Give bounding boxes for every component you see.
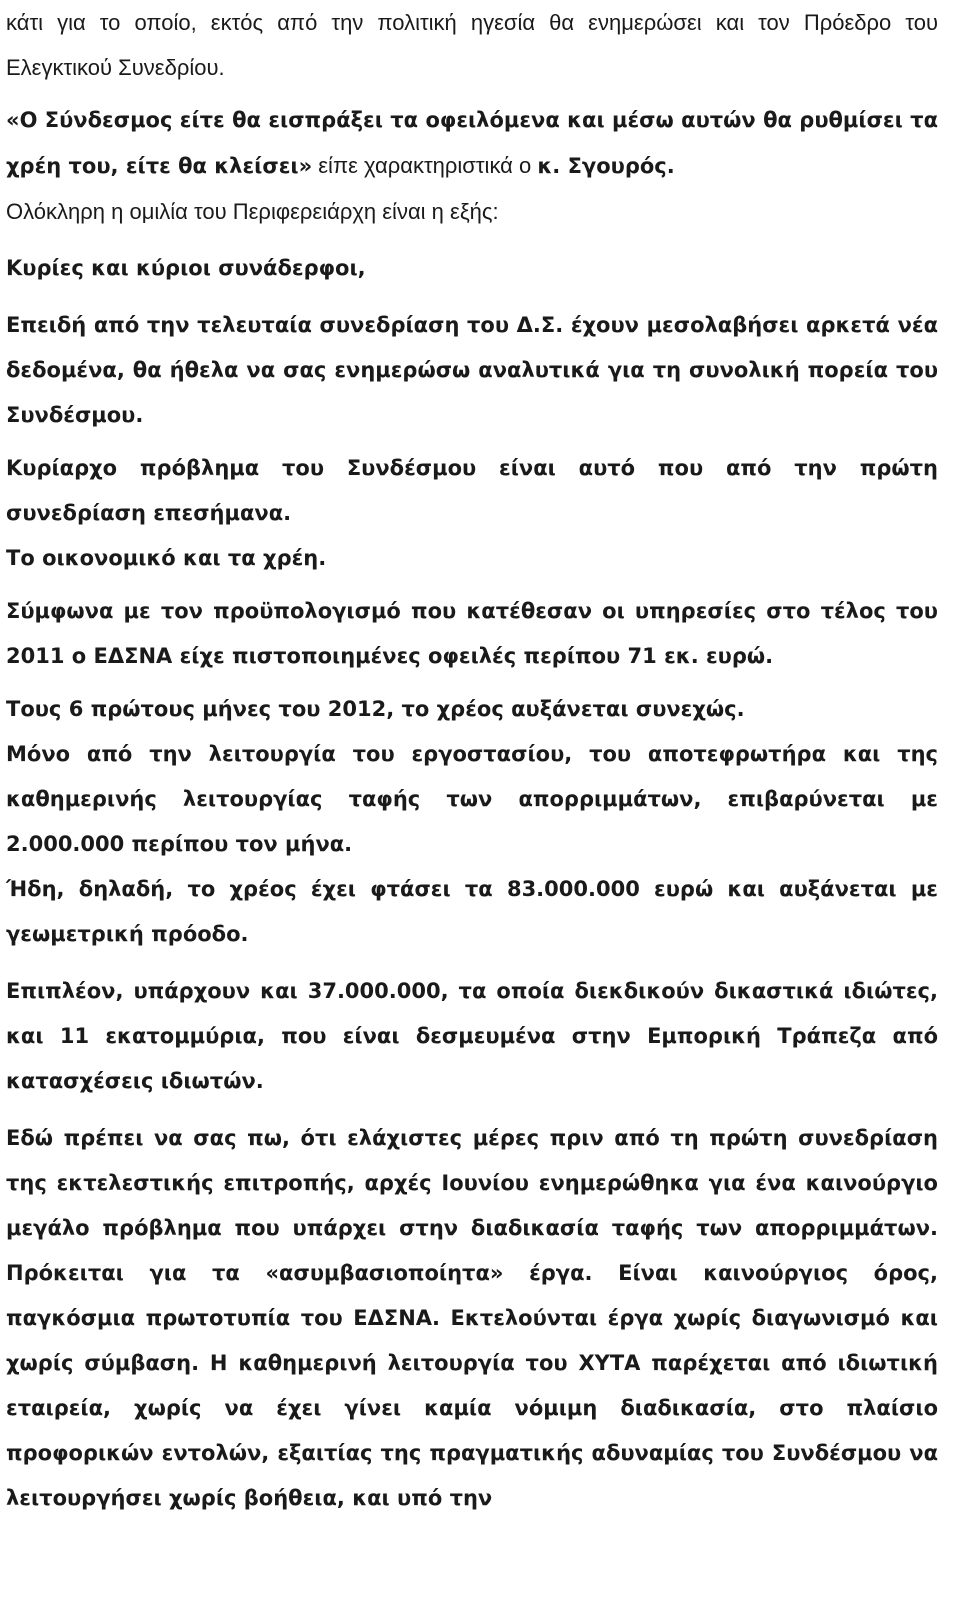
paragraph-greeting: Κυρίες και κύριοι συνάδερφοι, <box>6 256 366 280</box>
speaker-name: κ. Σγουρός. <box>537 154 675 178</box>
document-page <box>6 0 938 1521</box>
paragraph-speech-intro: Ολόκληρη η ομιλία του Περιφερειάρχη είναι η εξής: <box>6 199 499 224</box>
spacer <box>6 291 938 303</box>
spacer <box>6 234 938 246</box>
paragraph-intro: κάτι για το οποίο, εκτός από την πολιτική ηγεσία θα ενημερώσει και τον Πρόεδρο του Ελεγκτικού Συνεδρίου. <box>6 10 938 80</box>
paragraph-main-problem: Κυρίαρχο πρόβλημα του Συνδέσμου είναι αυτό που από την πρώτη συνεδρίαση επεσήμανα. <box>6 456 938 525</box>
spacer <box>6 679 938 687</box>
paragraph-new-data: Επειδή από την τελευταία συνεδρίαση του Δ.Σ. έχουν μεσολαβήσει αρκετά νέα δεδομένα, θα ήθελα να σας ενημερώσω αναλυτικά για τη συνολική πορεία του Συνδέσμου. <box>6 313 938 427</box>
spacer <box>6 438 938 446</box>
paragraph-debt-growth: Τους 6 πρώτους μήνες του 2012, το χρέος αυξάνεται συνεχώς. <box>6 697 745 721</box>
spacer <box>6 90 938 98</box>
quote-attribution: είπε χαρακτηριστικά ο <box>312 153 538 178</box>
quote-text: «Ο Σύνδεσμος είτε θα εισπράξει τα οφειλόμενα και μέσω αυτών θα ρυθμίσει τα χρέη του, είτε θα κλείσει» <box>6 108 938 178</box>
paragraph-total-debt: Ήδη, δηλαδή, το χρέος έχει φτάσει τα 83.000.000 ευρώ και αυξάνεται με γεωμετρική πρόοδο. <box>6 877 938 946</box>
paragraph-finances: Το οικονομικό και τα χρέη. <box>6 546 327 570</box>
paragraph-monthly-cost: Μόνο από την λειτουργία του εργοστασίου, του αποτεφρωτήρα και της καθημερινής λειτουργίας ταφής των απορριμμάτων, επιβαρύνεται με 2.000.000 περίπου τον μήνα. <box>6 742 938 856</box>
spacer <box>6 581 938 589</box>
spacer <box>6 957 938 969</box>
paragraph-quote <box>6 98 938 189</box>
paragraph-unsigned-works: Εδώ πρέπει να σας πω, ότι ελάχιστες μέρες πριν από τη πρώτη συνεδρίαση της εκτελεστικής επιτροπής, αρχές Ιουνίου ενημερώθηκα για ένα καινούργιο μεγάλο πρόβλημα που υπάρχει στην διαδικασία ταφής των απορριμμάτων. Πρόκειται για τα «ασυμβασιοποίητα» έργα. Είναι καινούργιος όρος, παγκόσμια πρωτοτυπία του ΕΔΣΝΑ. Εκτελούνται έργα χωρίς διαγωνισμό και χωρίς σύμβαση. Η καθημερινή λειτουργία του ΧΥΤΑ παρέχεται από ιδιωτική εταιρεία, χωρίς να έχει γίνει καμία νόμιμη διαδικασία, στο πλαίσιο προφορικών εντολών, εξαιτίας της πραγματικής αδυναμίας του Συνδέσμου να λειτουργήσει χωρίς βοήθεια, και υπό την <box>6 1126 938 1510</box>
paragraph-claims: Επιπλέον, υπάρχουν και 37.000.000, τα οποία διεκδικούν δικαστικά ιδιώτες, και 11 εκατομμύρια, που είναι δεσμευμένα στην Εμπορική Τράπεζα από κατασχέσεις ιδιωτών. <box>6 979 938 1093</box>
spacer <box>6 1104 938 1116</box>
paragraph-budget: Σύμφωνα με τον προϋπολογισμό που κατέθεσαν οι υπηρεσίες στο τέλος του 2011 ο ΕΔΣΝΑ είχε πιστοποιημένες οφειλές περίπου 71 εκ. ευρώ. <box>6 599 938 668</box>
